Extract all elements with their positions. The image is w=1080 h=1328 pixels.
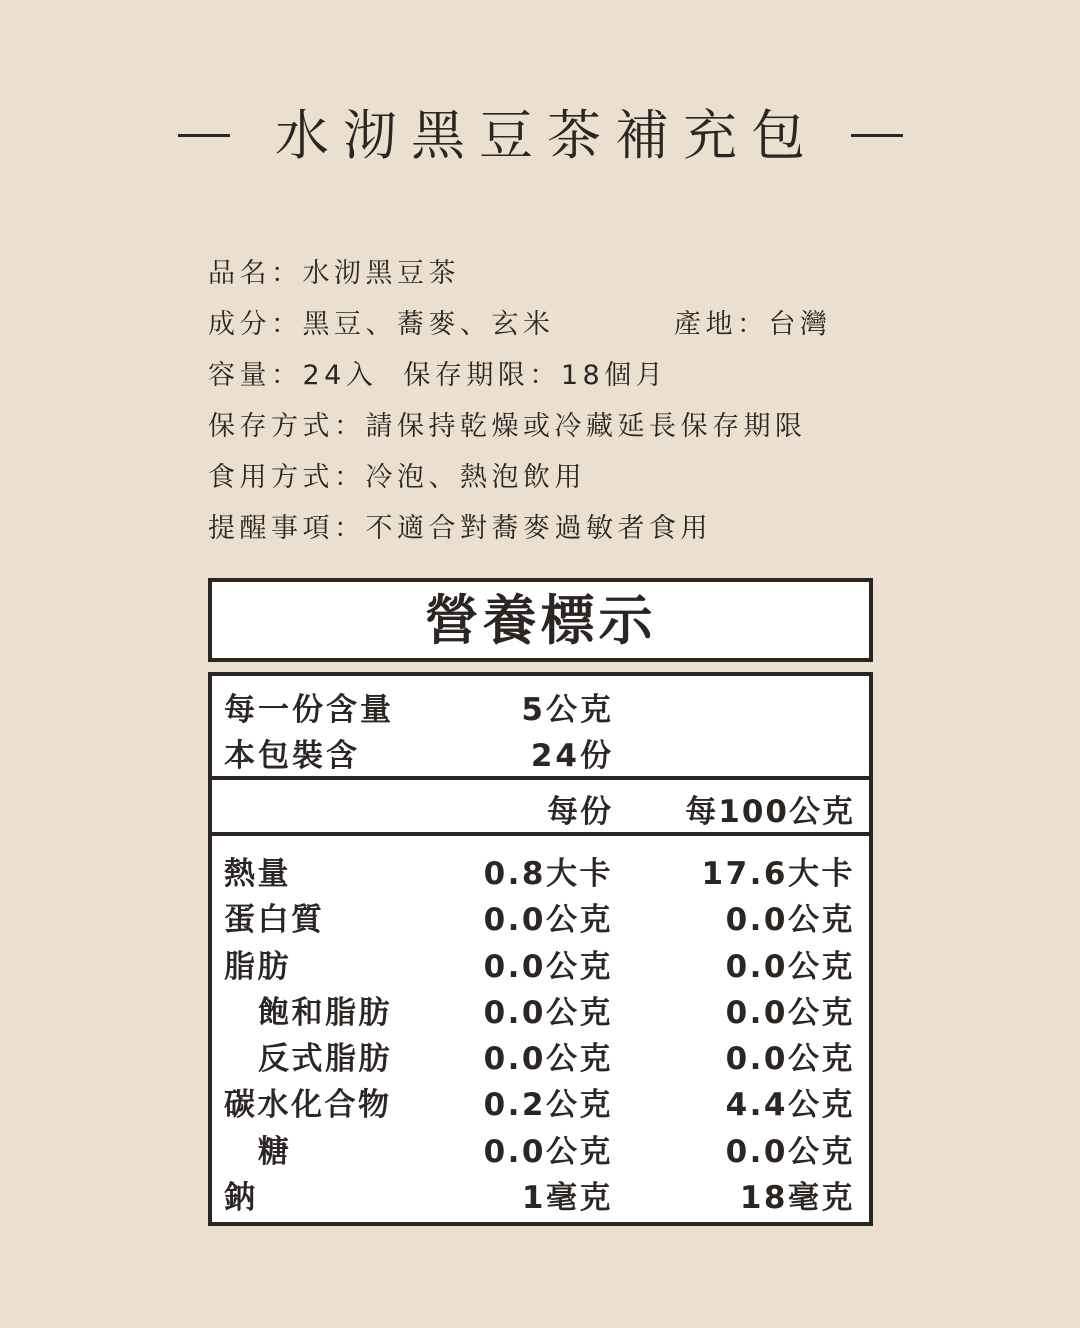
info-shelf-life: 保存期限：18個月 <box>403 360 668 391</box>
title-row <box>0 96 1080 176</box>
nutrient-per-serving: 0.8大卡 <box>483 856 613 892</box>
serving-section <box>212 676 869 780</box>
nutrient-per-serving: 0.0公克 <box>483 1133 613 1170</box>
nutrition-heading: 營養標示 <box>208 578 873 662</box>
page-title: 水沏黑豆茶補充包 <box>275 104 819 167</box>
nutrient-per-serving: 0.0公克 <box>483 948 613 985</box>
nutrient-per-100g: 17.6大卡 <box>701 856 855 892</box>
nutrient-name: 反式脂肪 <box>258 1041 392 1078</box>
info-origin: 產地：台灣 <box>674 309 832 340</box>
info-storage: 保存方式：請保持乾燥或冷藏延長保存期限 <box>208 411 807 442</box>
nutrient-name: 碳水化合物 <box>224 1087 392 1124</box>
nutrient-per-serving: 0.0公克 <box>483 902 613 939</box>
info-capacity: 容量：24入 <box>208 360 378 391</box>
nutrient-per-100g: 0.0公克 <box>725 1041 855 1078</box>
table-row <box>212 846 869 892</box>
nutrient-name: 鈉 <box>224 1180 258 1217</box>
nutrient-per-100g: 0.0公克 <box>725 902 855 939</box>
table-row <box>212 1077 869 1123</box>
info-notice: 提醒事項：不適合對蕎麥過敏者食用 <box>208 513 712 544</box>
product-info <box>208 248 888 554</box>
title-left-dash <box>178 134 230 137</box>
nutrient-name: 飽和脂肪 <box>258 994 392 1031</box>
serving-size-value: 5公克 <box>521 692 614 728</box>
nutrient-per-serving: 0.0公克 <box>483 1041 613 1078</box>
nutrient-per-serving: 0.0公克 <box>483 994 613 1031</box>
nutrient-per-100g: 0.0公克 <box>725 994 855 1031</box>
column-per-100g: 每100公克 <box>685 794 855 830</box>
info-usage: 食用方式：冷泡、熱泡飲用 <box>208 462 586 493</box>
nutrition-table <box>208 672 873 1226</box>
servings-per-pack-label: 本包裝含 <box>224 738 360 774</box>
table-row <box>212 985 869 1031</box>
title-right-dash <box>851 134 903 137</box>
nutrient-per-serving: 0.2公克 <box>483 1087 613 1124</box>
info-ingredients: 成分：黑豆、蕎麥、玄米 <box>208 309 555 340</box>
nutrient-per-100g: 0.0公克 <box>725 948 855 985</box>
servings-per-pack-value: 24份 <box>530 738 614 774</box>
column-per-serving: 每份 <box>547 794 613 830</box>
info-name: 品名：水沏黑豆茶 <box>208 258 460 289</box>
table-row <box>212 1170 869 1216</box>
info-capacity-line <box>208 350 888 401</box>
nutrient-rows <box>212 836 869 1216</box>
table-row <box>212 1124 869 1170</box>
nutrient-per-100g: 18毫克 <box>739 1180 855 1217</box>
nutrient-per-100g: 4.4公克 <box>725 1087 855 1124</box>
nutrient-per-100g: 0.0公克 <box>725 1133 855 1170</box>
nutrient-name: 糖 <box>258 1133 292 1170</box>
nutrient-per-serving: 1毫克 <box>521 1180 613 1217</box>
table-row <box>212 939 869 985</box>
table-row <box>212 1031 869 1077</box>
column-header-row <box>212 780 869 836</box>
info-ingredients-line <box>208 299 888 350</box>
table-row <box>212 892 869 938</box>
nutrient-name: 蛋白質 <box>224 902 325 939</box>
serving-size-label: 每一份含量 <box>224 692 394 728</box>
nutrient-name: 脂肪 <box>224 948 291 985</box>
nutrient-name: 熱量 <box>224 856 291 892</box>
